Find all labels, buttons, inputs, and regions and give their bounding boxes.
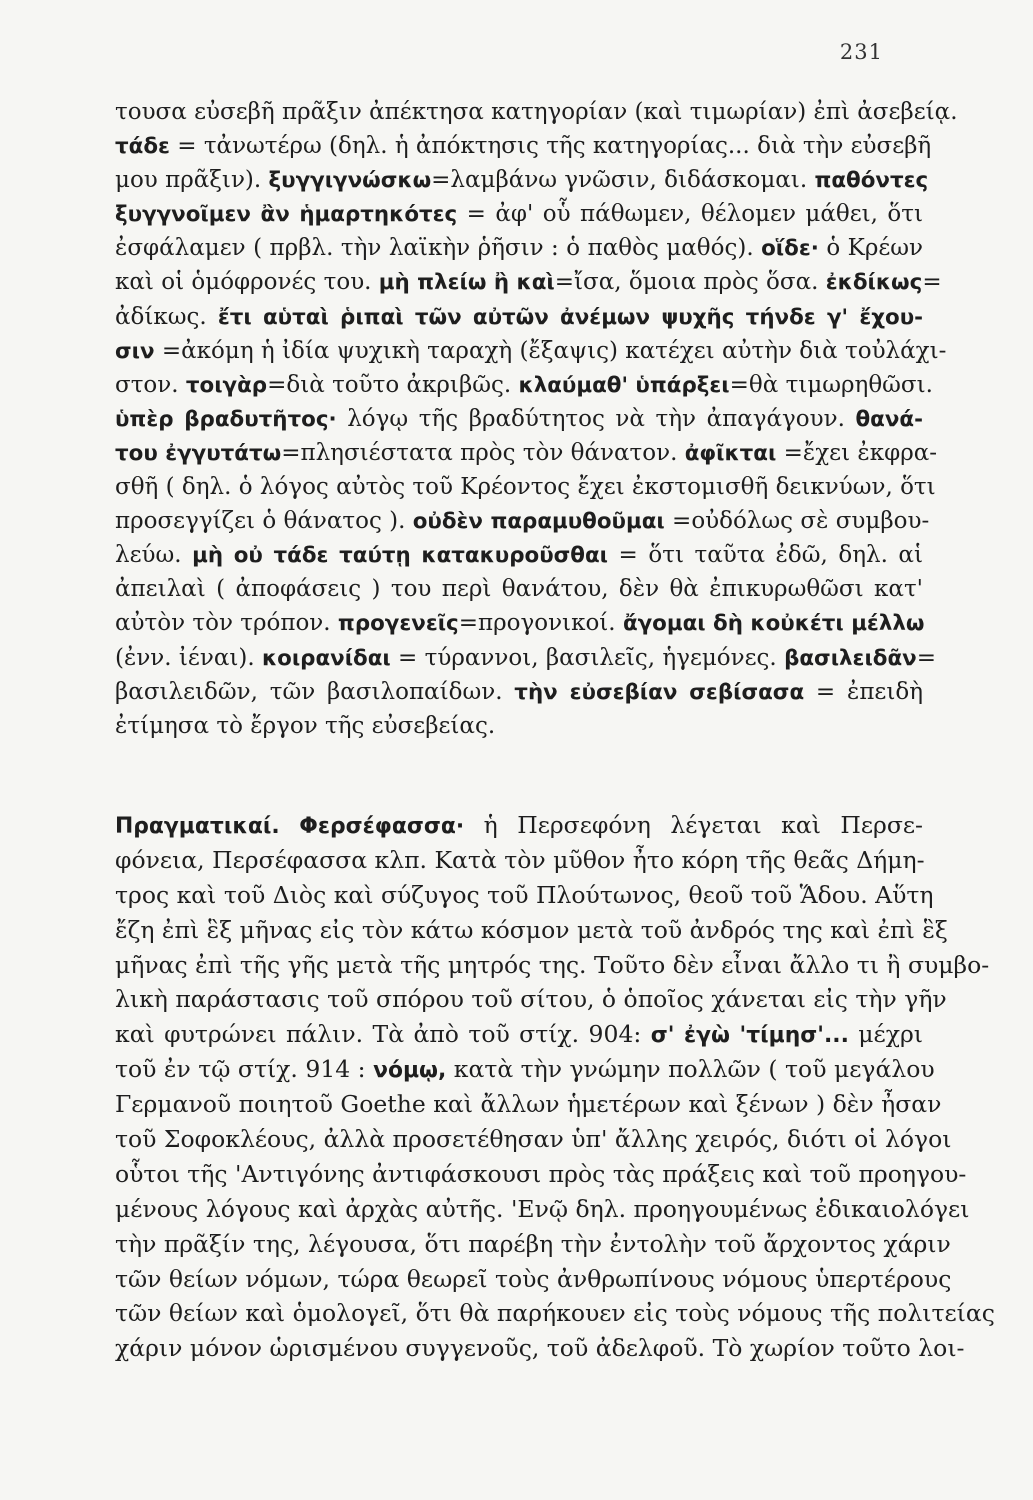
text-line (115, 1017, 923, 1052)
text-run: σθῆ ( δηλ. ὁ λόγος αὐτὸς τοῦ Κρέοντος ἔχει ἐκστομισθῆ δεικνύων, ὅτι (115, 474, 936, 501)
bold-term: Πραγματικαί. Φερσέφασσα· (115, 814, 465, 839)
text-run: Γερμανοῦ ποιητοῦ Goethe καὶ ἄλλων ἡμετέρων καὶ ξένων ) δὲν ἦσαν (115, 1090, 942, 1119)
text-line (115, 572, 923, 606)
text-run: τουσα εὐσεβῆ πρᾶξιν ἀπέκτησα κατηγορίαν (καὶ τιμωρίαν) ἐπὶ ἀσεβείᾳ. (115, 99, 958, 125)
text-run: ἀπειλαὶ ( ἀποφάσεις ) του περὶ θανάτου, δὲν θὰ ἐπικυρωθῶσι κατ' (115, 576, 923, 603)
text-line (115, 1262, 952, 1297)
text-run: = ὅτι ταῦτα ἐδῶ, δηλ. αἱ (608, 542, 923, 569)
text-run: =πλησιέστατα πρὸς τὸν θάνατον. (281, 439, 685, 466)
text-run: τὴν πρᾶξίν της, λέγουσα, ὅτι παρέβη τὴν ἐντολὴν τοῦ ἄρχοντος χάριν (115, 1229, 951, 1258)
text-run: =οὐδόλως σὲ συμβου- (664, 508, 930, 535)
text-line (115, 334, 947, 368)
text-run: μέχρι (848, 1020, 923, 1049)
text-line (115, 709, 923, 743)
text-line (115, 265, 942, 299)
text-run: τρος καὶ τοῦ Διὸς καὶ σύζυγος τοῦ Πλούτωνος, θεοῦ τοῦ Ἅδου. Αὕτη (115, 880, 934, 909)
text-run: τῶν θείων νόμων, τώρα θεωρεῖ τοὺς ἀνθρωπίνους νόμους ὑπερτέρους (115, 1264, 952, 1293)
notes-paragraph (115, 95, 958, 743)
text-run: =διὰ τοῦτο ἀκριβῶς. (267, 371, 519, 398)
bold-term: ξυγγνοῖμεν ἂν ἡμαρτηκότες (115, 202, 458, 228)
bold-term: θανά- (855, 406, 923, 432)
bold-term: παθόντες (814, 168, 929, 194)
bold-term: ἐκδίκως (825, 270, 923, 296)
text-run: ἡ Περσεφόνη λέγεται καὶ Περσε- (464, 811, 923, 839)
bold-term: μὴ οὐ τάδε ταύτῃ κατακυροῦσθαι (192, 543, 608, 569)
bold-term: κλαύμαθ' ὑπάρξει (518, 372, 730, 398)
text-line (115, 300, 923, 334)
text-line (115, 843, 923, 878)
text-line (115, 1296, 995, 1331)
text-run: = ἐπειδὴ (804, 678, 923, 705)
text-run: τοῦ ἐν τῷ στίχ. 914 : (115, 1055, 374, 1084)
bold-term: ἀφῖκται (684, 440, 777, 466)
text-run: ὁ Κρέων (818, 235, 924, 262)
bold-term: βασιλειδᾶν (784, 645, 917, 671)
text-run: μου πρᾶξιν). (115, 167, 269, 194)
text-run: οὗτοι τῆς 'Αντιγόνης ἀντιφάσκουσι πρὸς τὰς πράξεις καὶ τοῦ προηγου- (115, 1159, 967, 1188)
text-line (115, 95, 958, 129)
text-line (115, 1157, 967, 1192)
text-line (115, 368, 933, 402)
text-run: ἐσφάλαμεν ( πρβλ. τὴν λαϊκὴν ῥῆσιν : ὁ παθὸς μαθός). (115, 235, 762, 262)
text-run: βασιλειδῶν, τῶν βασιλοπαίδων. (115, 678, 515, 705)
text-line (115, 504, 930, 538)
text-line (115, 163, 929, 197)
text-line (115, 197, 923, 231)
text-run: = (922, 269, 942, 296)
text-run: = τἀνωτέρω (δηλ. ἡ ἀπόκτησις τῆς κατηγορίας... διὰ τὴν εὐσεβῆ (169, 133, 932, 160)
text-run: = (916, 644, 936, 671)
bold-term: σιν (115, 338, 155, 364)
text-line (115, 808, 923, 843)
text-run: λεύω. (115, 542, 193, 569)
text-line (115, 675, 923, 709)
text-run: =ἀκόμη ἡ ἰδία ψυχικὴ ταραχὴ (ἔξαψις) κατέχει αὐτὴν διὰ τοὐλάχι- (154, 337, 947, 364)
text-run: ἀδίκως. (115, 303, 218, 330)
text-line (115, 1052, 935, 1087)
bold-term: τάδε (115, 134, 170, 160)
text-line (115, 1331, 965, 1366)
text-run: =προγονικοί. (458, 610, 623, 637)
text-line (115, 1192, 970, 1227)
text-line (115, 129, 932, 163)
text-run: λικὴ παράστασις τοῦ σπόρου τοῦ σίτου, ὁ ὁποῖος χάνεται εἰς τὴν γῆν (115, 985, 947, 1014)
text-run: = ἀφ' οὗ πάθωμεν, θέλομεν μάθει, ὅτι (457, 201, 923, 228)
text-run: =λαμβάνω γνῶσιν, διδάσκομαι. (431, 167, 815, 194)
text-line (115, 402, 923, 436)
bold-term: τὴν εὐσεβίαν σεβίσασα (514, 679, 805, 705)
text-line (115, 948, 990, 983)
bold-term: οὐδὲν παραμυθοῦμαι (412, 509, 665, 535)
text-line (115, 982, 947, 1017)
pragmatikai-paragraph (115, 808, 995, 1366)
text-run: =ἴσα, ὅμοια πρὸς ὅσα. (554, 269, 826, 296)
text-line (115, 878, 934, 913)
text-run: κατὰ τὴν γνώμην πολλῶν ( τοῦ μεγάλου (446, 1055, 935, 1084)
bold-term: ξυγγιγνώσκω (268, 168, 432, 194)
text-run: μένους λόγους καὶ ἀρχὰς αὐτῆς. 'Ενῷ δηλ. προηγουμένως ἐδικαιολόγει (115, 1194, 970, 1223)
text-run: λόγῳ τῆς βραδύτητος νὰ τὴν ἀπαγάγουν. (336, 405, 856, 432)
text-line (115, 470, 936, 504)
text-run: χάριν μόνον ὡρισμένου συγγενοῦς, τοῦ ἀδελφοῦ. Τὸ χωρίον τοῦτο λοι- (115, 1334, 965, 1363)
text-run: καὶ οἱ ὁμόφρονές του. (115, 269, 379, 296)
text-line (115, 436, 938, 470)
bold-term: μὴ πλείω ἢ καὶ (378, 270, 555, 296)
bold-term: προγενεῖς (337, 611, 459, 637)
text-run: =θὰ τιμωρηθῶσι. (729, 371, 933, 398)
text-line (115, 1087, 942, 1122)
text-line (115, 231, 923, 265)
bold-term: του ἐγγυτάτω (115, 440, 282, 466)
text-run: φόνεια, Περσέφασσα κλπ. Κατὰ τὸν μῦθον ἦτο κόρη τῆς θεᾶς Δήμη- (115, 845, 925, 874)
bold-term: σ' ἐγὼ 'τίμησ'... (650, 1023, 849, 1049)
text-run: ἐτίμησα τὸ ἔργον τῆς εὐσεβείας. (115, 712, 496, 739)
text-line (115, 606, 923, 640)
text-run: =ἔχει ἐκφρα- (776, 439, 938, 466)
bold-term: ἄγομαι δὴ κοὐκέτι μέλλω (622, 611, 925, 637)
text-run: μῆνας ἐπὶ τῆς γῆς μετὰ τῆς μητρός της. Τοῦτο δὲν εἶναι ἄλλο τι ἢ συμβο- (115, 950, 990, 979)
text-line (115, 538, 923, 572)
bold-term: οἵδε· (761, 236, 819, 262)
text-run: = τύραννοι, βασιλεῖς, ἡγεμόνες. (390, 644, 785, 671)
text-run: ἔζη ἐπὶ ἓξ μῆνας εἰς τὸν κάτω κόσμον μετὰ τοῦ ἀνδρός της καὶ ἐπὶ ἓξ (115, 915, 948, 944)
text-run: αὐτὸν τὸν τρόπον. (115, 610, 338, 637)
bold-term: τοιγὰρ (185, 372, 268, 398)
page-number: 231 (839, 40, 883, 64)
text-run: (ἐνν. ἰέναι). (115, 644, 262, 671)
text-run: καὶ φυτρώνει πάλιν. Τὰ ἀπὸ τοῦ στίχ. 904: (115, 1020, 651, 1049)
text-run: προσεγγίζει ὁ θάνατος ). (115, 508, 413, 535)
text-line (115, 1227, 951, 1262)
text-run: στον. (115, 371, 186, 398)
bold-term: νόμῳ, (373, 1058, 447, 1084)
bold-term: κοιρανίδαι (261, 645, 391, 671)
text-line (115, 1122, 952, 1157)
text-run: τῶν θείων καὶ ὁμολογεῖ, ὅτι θὰ παρήκουεν εἰς τοὺς νόμους τῆς πολιτείας (115, 1299, 995, 1328)
text-line (115, 641, 936, 675)
text-line (115, 913, 948, 948)
bold-term: ἔτι αὑταὶ ῥιπαὶ τῶν αὐτῶν ἀνέμων ψυχῆς τήνδε γ' ἔχου- (217, 304, 923, 330)
text-run: τοῦ Σοφοκλέους, ἀλλὰ προσετέθησαν ὑπ' ἄλλης χειρός, διότι οἱ λόγοι (115, 1125, 952, 1154)
bold-term: ὑπὲρ βραδυτῆτος· (115, 406, 337, 432)
